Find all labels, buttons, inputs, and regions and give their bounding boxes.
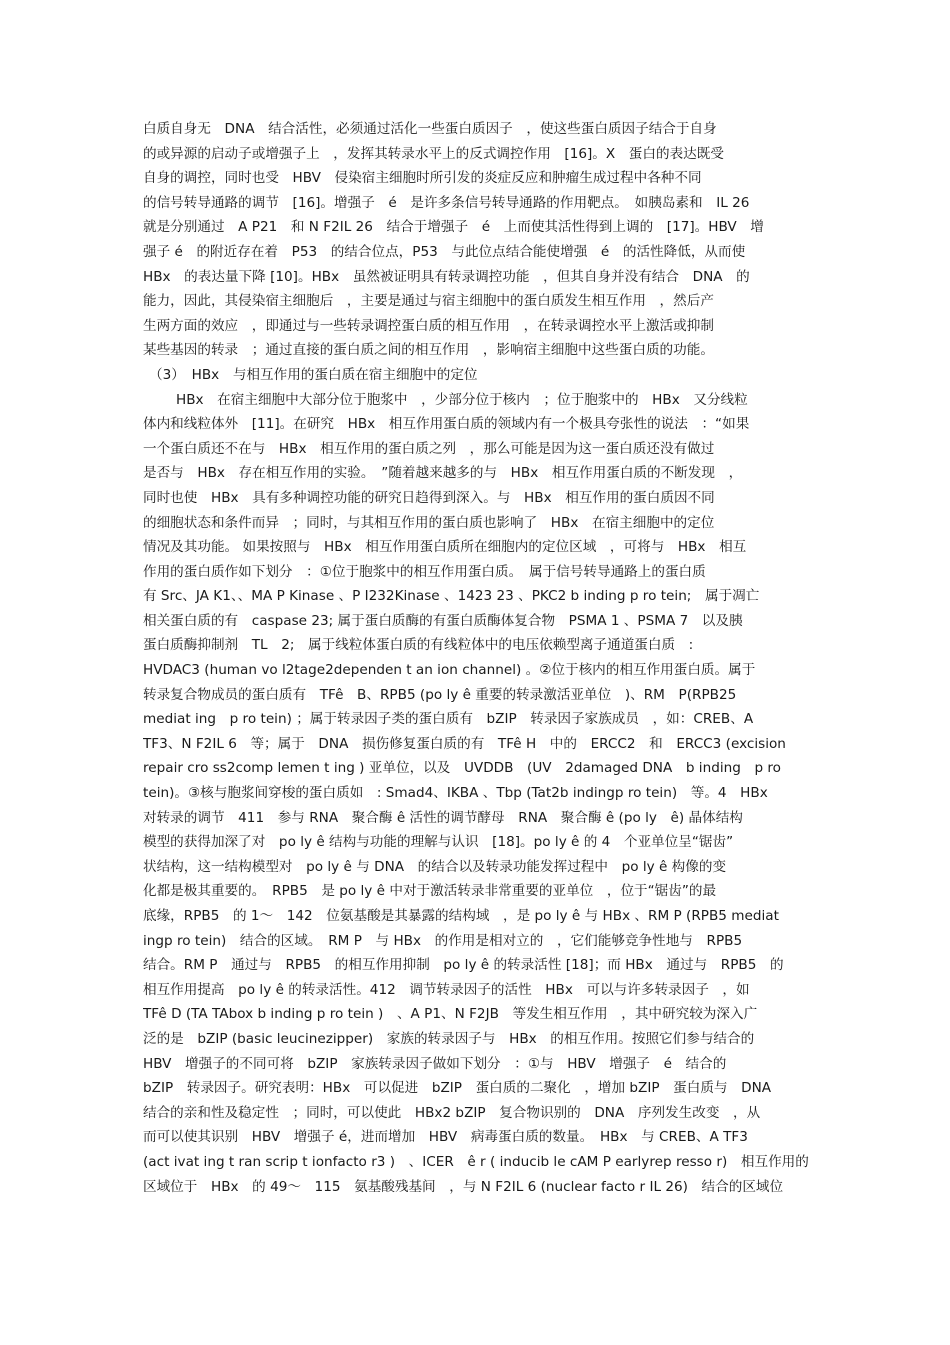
text-line: 同时也使 HBx 具有多种调控功能的研究日趋得到深入。与 HBx 相互作用的蛋白质因不同 (143, 489, 715, 506)
text-line: (act ivat ing t ran scrip t ionfacto r3 ) 、ICER ê r ( inducib le cAM P earlyrep resso r) 相互作用的 (143, 1153, 809, 1170)
text-line: bZIP 转录因子。研究表明：HBx 可以促进 bZIP 蛋白质的二聚化 ，增加 bZIP 蛋白质与 DNA (143, 1080, 772, 1097)
text-line: 相互作用提高 po ly ê 的转录活性。412 调节转录因子的活性 HBx 可以与许多转录因子 ，如 (143, 981, 750, 998)
text-line: 有 Src、JA K1、、MA P Kinase 、P I232Kinase 、1423 23 、PKC2 b inding p ro tein; 属于凋亡 (143, 588, 760, 605)
text-line: 的信号转导通路的调节 [16]。增强子 é 是许多条信号转导通路的作用靶点。 如胰岛素和 IL 26 (143, 194, 750, 211)
text-line: 相关蛋白质的有 caspase 23; 属于蛋白质酶的有蛋白质酶体复合物 PSMA 1 、PSMA 7 以及胰 (143, 612, 743, 629)
text-line: 一个蛋白质还不在与 HBx 相互作用的蛋白质之列 ，那么可能是因为这一蛋白质还没有做过 (143, 440, 715, 457)
text-line: tein)。③核与胞浆间穿梭的蛋白质如 : Smad4、IKBA 、Tbp (Tat2b indingp ro tein) 等。4 HBx (143, 785, 768, 802)
text-line: 区域位于 HBx 的 49～ 115 氨基酸残基间 ，与 N F2IL 6 (nuclear facto r IL 26) 结合的区域位 (143, 1178, 784, 1195)
text-line: 状结构，这一结构模型对 po ly ê 与 DNA 的结合以及转录功能发挥过程中 po ly ê 构像的变 (143, 858, 727, 875)
text-line: mediat ing p ro tein) ；属于转录因子类的蛋白质有 bZIP 转录因子家族成员 ，如：CREB、A (143, 711, 754, 728)
text-line: 情况及其功能。 如果按照与 HBx 相互作用蛋白质所在细胞内的定位区域 ，可将与 HBx 相互 (143, 539, 747, 556)
text-line: TF3、N F2IL 6 等；属于 DNA 损伤修复蛋白质的有 TFê H 中的 ERCC2 和 ERCC3 (excision (143, 735, 786, 752)
text-line: 某些基因的转录 ；通过直接的蛋白质之间的相互作用 ，影响宿主细胞中这些蛋白质的功能。 (143, 342, 714, 359)
text-line: HVDAC3 (human vo l2tage2dependen t an ion channel) 。②位于核内的相互作用蛋白质。属于 (143, 662, 756, 679)
text-line: 生两方面的效应 ，即通过与一些转录调控蛋白质的相互作用 ，在转录调控水平上激活或抑制 (143, 317, 714, 334)
text-line: 模型的获得加深了对 po ly ê 结构与功能的理解与认识 [18]。po ly ê 的 4 个亚单位呈“锯齿” (143, 834, 734, 851)
text-line: HBx 的表达量下降 [10]。HBx 虽然被证明具有转录调控功能 ，但其自身并没有结合 DNA 的 (143, 268, 750, 285)
text-line: 结合的亲和性及稳定性 ；同时，可以使此 HBx2 bZIP 复合物识别的 DNA 序列发生改变 ，从 (143, 1104, 761, 1121)
text-line: 化都是极其重要的。 RPB5 是 po ly ê 中对于激活转录非常重要的亚单位 ，位于“锯齿”的最 (143, 883, 717, 900)
text-line: 体内和线粒体外 [11]。在研究 HBx 相互作用蛋白质的领域内有一个极具夸张性的说法 ：“如果 (143, 416, 750, 433)
text-line: 结合。RM P 通过与 RPB5 的相互作用抑制 po ly ê 的转录活性 [18]；而 HBx 通过与 RPB5 的 (143, 957, 784, 974)
text-line: repair cro ss2comp lemen t ing ) 亚单位，以及 UVDDB (UV 2damaged DNA b inding p ro (143, 760, 781, 777)
text-line: 自身的调控，同时也受 HBV 侵染宿主细胞时所引发的炎症反应和肿瘤生成过程中各种不同 (143, 170, 702, 187)
text-line: 对转录的调节 411 参与 RNA 聚合酶 ê 活性的调节酵母 RNA 聚合酶 ê (po ly ê) 晶体结构 (143, 809, 743, 826)
body-text (143, 117, 811, 1199)
text-line: 而可以使其识别 HBV 增强子 é，进而增加 HBV 病毒蛋白质的数量。 HBx 与 CREB、A TF3 (143, 1129, 748, 1146)
text-line: 的或异源的启动子或增强子上 ，发挥其转录水平上的反式调控作用 [16]。X 蛋白的表达既受 (143, 145, 724, 162)
section-heading: （3） HBx 与相互作用的蛋白质在宿主细胞中的定位 (149, 366, 478, 383)
text-line: 就是分别通过 A P21 和 N F2IL 26 结合于增强子 é 上而使其活性得到上调的 [17]。HBV 增 (143, 219, 764, 236)
text-line: 泛的是 bZIP (basic leucinezipper) 家族的转录因子与 HBx 的相互作用。按照它们参与结合的 (143, 1030, 755, 1047)
text-line: HBx 在宿主细胞中大部分位于胞浆中 ，少部分位于核内 ；位于胞浆中的 HBx 又分线粒 (176, 391, 748, 408)
text-line: 底缘，RPB5 的 1～ 142 位氨基酸是其暴露的结构域 ，是 po ly ê 与 HBx 、RM P (RPB5 mediat (143, 908, 779, 924)
text-line: 作用的蛋白质作如下划分 ：①位于胞浆中的相互作用蛋白质。 属于信号转导通路上的蛋白质 (143, 563, 706, 580)
text-line: ingp ro tein) 结合的区域。 RM P 与 HBx 的作用是相对立的 ，它们能够竞争性地与 RPB5 (143, 932, 743, 949)
text-line: 是否与 HBx 存在相互作用的实验。 ”随着越来越多的与 HBx 相互作用蛋白质的不断发现 ， (143, 465, 743, 482)
text-line: 转录复合物成员的蛋白质有 TFê B、RPB5 (po ly ê 重要的转录激活亚单位 )、RM P(RPB25 (143, 686, 737, 703)
text-line: 蛋白质酶抑制剂 TL 2; 属于线粒体蛋白质的有线粒体中的电压依赖型离子通道蛋白质 : (143, 637, 694, 654)
text-line: TFê D (TA TAbox b inding p ro tein ) 、A P1、N F2JB 等发生相互作用 ，其中研究较为深入广 (143, 1006, 758, 1023)
text-line: HBV 增强子的不同可将 bZIP 家族转录因子做如下划分 ：①与 HBV 增强子 é 结合的 (143, 1055, 727, 1072)
text-line: 能力，因此，其侵染宿主细胞后 ，主要是通过与宿主细胞中的蛋白质发生相互作用 ，然后产 (143, 293, 714, 310)
text-line: 强子 é 的附近存在着 P53 的结合位点，P53 与此位点结合能使增强 é 的活性降低，从而使 (143, 243, 746, 260)
text-line: 的细胞状态和条件而异 ；同时，与其相互作用的蛋白质也影响了 HBx 在宿主细胞中的定位 (143, 514, 715, 531)
text-line: 白质自身无 DNA 结合活性，必须通过活化一些蛋白质因子 ，使这些蛋白质因子结合于自身 (143, 121, 717, 137)
